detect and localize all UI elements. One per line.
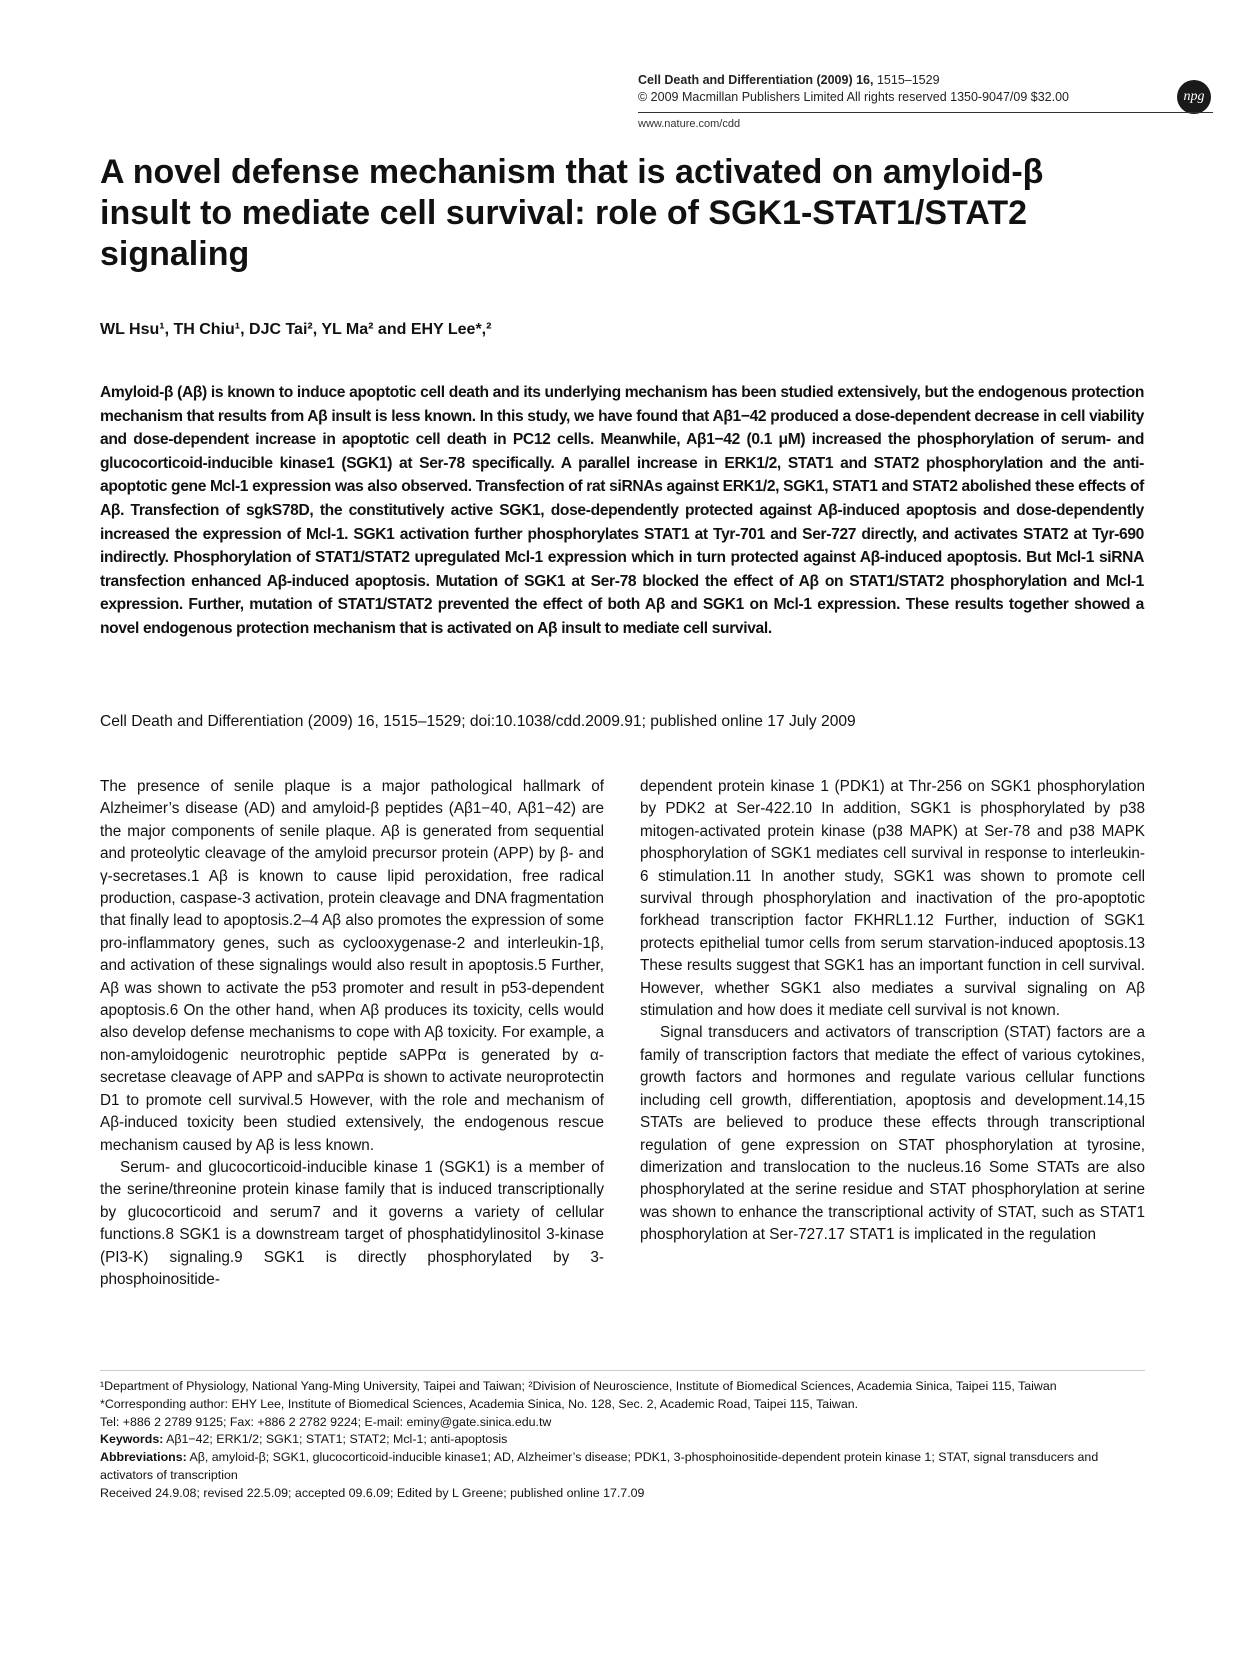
header-divider (638, 112, 1213, 113)
abbreviations-label: Abbreviations: (100, 1450, 187, 1465)
abstract: Amyloid-β (Aβ) is known to induce apoptotic cell death and its underlying mechanism has been studied extensively, but the endogenous protection mechanism that results from Aβ insult is less known. In this study, we have found that Aβ1−42 produced a dose-dependent decrease in cell viability and dose-dependent increase in apoptotic cell death in PC12 cells. Meanwhile, Aβ1−42 (0.1 μM) increased the phosphorylation of serum- and glucocorticoid-inducible kinase1 (SGK1) at Ser-78 specifically. A parallel increase in ERK1/2, STAT1 and STAT2 phosphorylation and the anti-apoptotic gene Mcl-1 expression was also observed. Transfection of rat siRNAs against ERK1/2, SGK1, STAT1 and STAT2 abolished these effects of Aβ. Transfection of sgkS78D, the constitutively active SGK1, dose-dependently protected against Aβ-induced apoptosis and dose-dependently increased the expression of Mcl-1. SGK1 activation further phosphorylates STAT1 at Tyr-701 and Ser-727 directly, and activates STAT2 at Tyr-690 indirectly. Phosphorylation of STAT1/STAT2 upregulated Mcl-1 expression which in turn protected against Aβ-induced apoptosis. But Mcl-1 siRNA transfection enhanced Aβ-induced apoptosis. Mutation of SGK1 at Ser-78 blocked the effect of Aβ on STAT1/STAT2 phosphorylation and Mcl-1 expression. Further, mutation of STAT1/STAT2 prevented the effect of both Aβ and SGK1 on Mcl-1 expression. These results together showed a novel endogenous protection mechanism that is activated on Aβ insult to mediate cell survival. (100, 384, 1144, 637)
abbreviations-text: Aβ, amyloid-β; SGK1, glucocorticoid-inducible kinase1; AD, Alzheimer’s disease; PDK1, 3-phosphoinositide-dependent protein kinase 1; STAT, signal transducers and activators of transcription (100, 1450, 1099, 1482)
body-column-right (640, 776, 1145, 1247)
journal-name: Cell Death and Differentiation (2009) 16, (638, 73, 874, 87)
authors: WL Hsu¹, TH Chiu¹, DJC Tai², YL Ma² and EHY Lee*,² (100, 321, 492, 338)
footnote-divider (100, 1370, 1145, 1371)
received-dates: Received 24.9.08; revised 22.5.09; accepted 09.6.09; Edited by L Greene; published online 17.7.09 (100, 1485, 645, 1500)
body-paragraph: Serum- and glucocorticoid-inducible kinase 1 (SGK1) is a member of the serine/threonine protein kinase family that is induced transcriptionally by glucocorticoid and serum7 and it governs a variety of cellular functions.8 SGK1 is a downstream target of phosphatidylinositol 3-kinase (PI3-K) signaling.9 SGK1 is directly phosphorylated by 3-phosphoinositide- (100, 1158, 604, 1288)
citation: Cell Death and Differentiation (2009) 16, 1515–1529; doi:10.1038/cdd.2009.91; published online 17 July 2009 (100, 713, 856, 730)
body-paragraph: dependent protein kinase 1 (PDK1) at Thr-256 on SGK1 phosphorylation by PDK2 at Ser-422.10 In addition, SGK1 is phosphorylated by p38 mitogen-activated protein kinase (p38 MAPK) at Ser-78 and p38 MAPK phosphorylation of SGK1 mediates cell survival in response to interleukin-6 stimulation.11 In another study, SGK1 was shown to promote cell survival through phosphorylation and inactivation of the pro-apoptotic forkhead transcription factor FKHRL1.12 Further, induction of SGK1 protects epithelial tumor cells from serum starvation-induced apoptosis.13 These results suggest that SGK1 has an important function in cell survival. However, whether SGK1 also mediates a survival signaling on Aβ stimulation and how does it mediate cell survival is not known. (640, 778, 1145, 1020)
affiliations: ¹Department of Physiology, National Yang-Ming University, Taipei and Taiwan; ²Division of Neuroscience, Institute of Biomedical Sciences, Academia Sinica, Taipei 115, Taiwan (100, 1379, 1057, 1393)
journal-url[interactable]: www.nature.com/cdd (638, 118, 741, 130)
corresponding-author: *Corresponding author: EHY Lee, Institute of Biomedical Sciences, Academia Sinica, No. 128, Sec. 2, Academic Road, Taipei 115, Taiwan. (100, 1396, 859, 1411)
keywords-text: Aβ1−42; ERK1/2; SGK1; STAT1; STAT2; Mcl-1; anti-apoptosis (166, 1432, 508, 1447)
keywords-label: Keywords: (100, 1432, 164, 1447)
copyright: © 2009 Macmillan Publishers Limited All rights reserved 1350-9047/09 $32.00 (638, 90, 1069, 104)
npg-logo-icon: npg (1177, 80, 1211, 114)
body-paragraph: Signal transducers and activators of transcription (STAT) factors are a family of transcription factors that mediate the effect of various cytokines, growth factors and hormones and regulate various cellular functions including cell growth, differentiation, apoptosis and development.14,15 STATs are believed to produce these effects through transcriptional regulation of gene expression on STAT phosphorylation at tyrosine, dimerization and translocation to the nucleus.16 Some STATs are also phosphorylated at the serine residue and STAT phosphorylation at serine was shown to enhance the transcriptional activity of STAT, such as STAT1 phosphorylation at Ser-727.17 STAT1 is implicated in the regulation (640, 1024, 1145, 1244)
contact-info: Tel: +886 2 2789 9125; Fax: +886 2 2782 9224; E-mail: eminy@gate.sinica.edu.tw (100, 1414, 552, 1429)
keywords (100, 1431, 1145, 1449)
body-column-left (100, 776, 604, 1291)
journal-header (638, 72, 1069, 106)
article-title: A novel defense mechanism that is activated on amyloid-β insult to mediate cell survival: role of SGK1-STAT1/STAT2 signaling (100, 153, 1044, 273)
abbreviations (100, 1449, 1145, 1485)
footnotes (100, 1378, 1145, 1503)
page-range: 1515–1529 (876, 73, 940, 87)
body-paragraph: The presence of senile plaque is a major pathological hallmark of Alzheimer’s disease (AD) and amyloid-β peptides (Aβ1−40, Aβ1−42) are the major components of senile plaque. Aβ is generated from sequential and proteolytic cleavage of the amyloid precursor protein (APP) by β- and γ-secretases.1 Aβ is known to cause lipid peroxidation, free radical production, caspase-3 activation, protein cleavage and DNA fragmentation that finally lead to apoptosis.2–4 Aβ also promotes the expression of some pro-inflammatory genes, such as cyclooxygenase-2 and interleukin-1β, and activation of these signalings would also result in apoptosis.5 Further, Aβ was shown to activate the p53 promoter and result in p53-dependent apoptosis.6 On the other hand, when Aβ produces its toxicity, cells would also develop defense mechanisms to cope with Aβ toxicity. For example, a non-amyloidogenic neurotrophic peptide sAPPα is generated by α-secretase cleavage of APP and sAPPα is shown to activate neuroprotectin D1 to promote cell survival.5 However, with the role and mechanism of Aβ-induced toxicity been studied extensively, the endogenous rescue mechanism caused by Aβ is less known. (100, 778, 604, 1154)
